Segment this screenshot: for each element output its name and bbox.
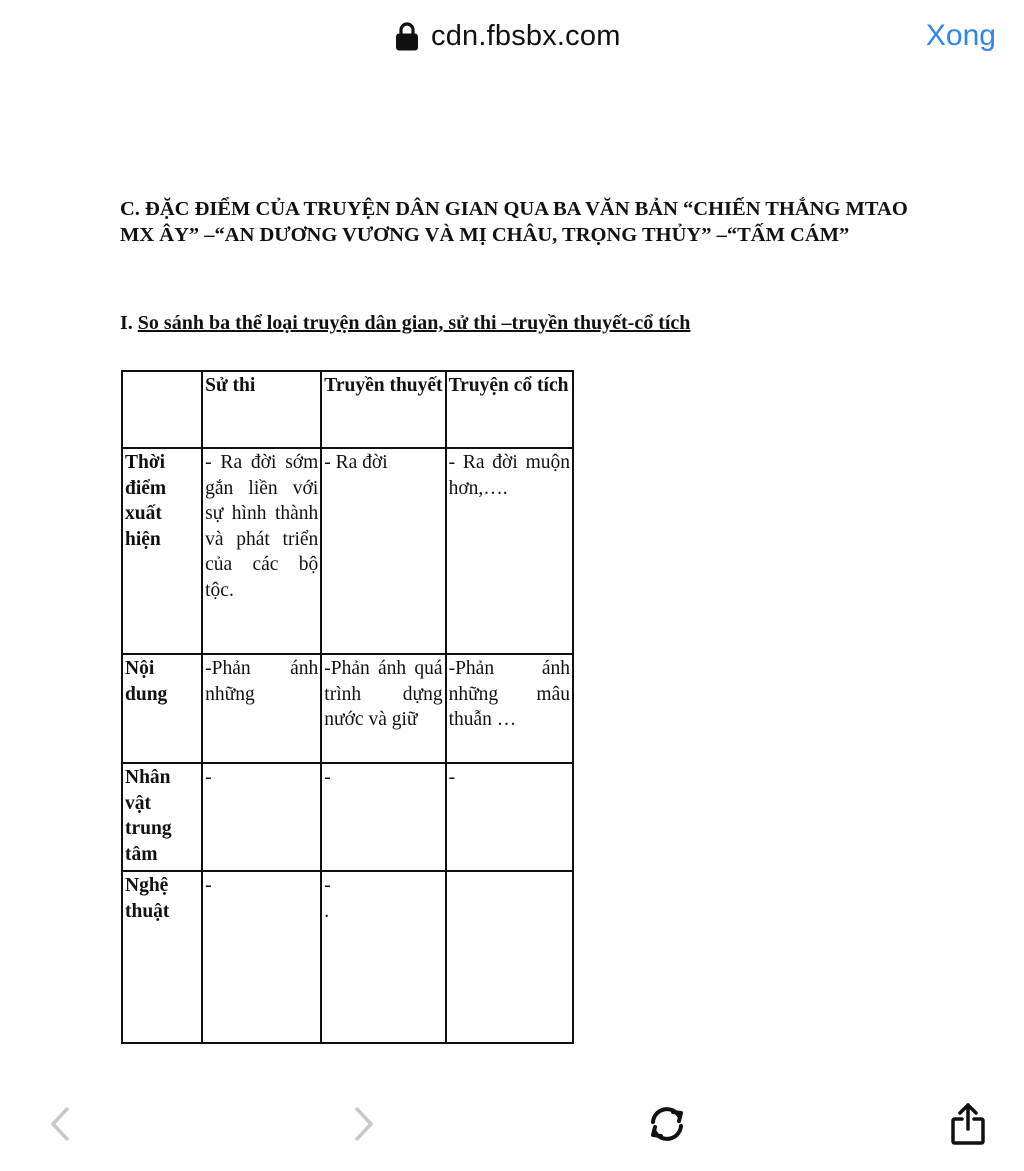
cell-dash: - xyxy=(324,875,331,896)
table-cell: - xyxy=(446,763,573,871)
comparison-table xyxy=(121,370,574,1044)
share-button[interactable] xyxy=(944,1100,992,1148)
row-label: Nhân vật trung tâm xyxy=(122,763,202,871)
table-cell: - xyxy=(202,871,321,1043)
reload-icon xyxy=(646,1103,688,1145)
bottom-toolbar xyxy=(0,1080,1024,1171)
table-cell: - xyxy=(321,763,445,871)
reload-button[interactable] xyxy=(643,1100,691,1148)
table-cell: - Ra đời muộn hơn,…. xyxy=(446,448,573,654)
table-cell xyxy=(446,871,573,1043)
header-cell-truyen-thuyet: Truyền thuyết xyxy=(321,371,445,448)
top-bar xyxy=(0,0,1024,80)
row-label: Nội dung xyxy=(122,654,202,763)
row-label: Thời điểm xuất hiện xyxy=(122,448,202,654)
table-cell: -Phản ánh quá trình dựng nước và giữ xyxy=(321,654,445,763)
done-button[interactable]: Xong xyxy=(925,19,996,52)
header-cell-empty xyxy=(122,371,202,448)
table-row xyxy=(122,448,573,654)
table-cell: -Phản ánh những mâu thuẫn … xyxy=(446,654,573,763)
section-title: So sánh ba thể loại truyện dân gian, sử thi –truyền thuyết-cổ tích xyxy=(137,312,691,334)
table-row xyxy=(122,871,573,1043)
table-row xyxy=(122,763,573,871)
url-bar[interactable] xyxy=(395,14,621,58)
lock-icon xyxy=(395,21,419,51)
table-cell xyxy=(321,871,445,1043)
table-cell: - Ra đời sớm gắn liền với sự hình thành và phát triển của các bộ tộc. xyxy=(202,448,321,654)
row-label: Nghệ thuật xyxy=(122,871,202,1043)
table-cell: - Ra đời xyxy=(321,448,445,654)
back-button[interactable] xyxy=(36,1100,84,1148)
document-heading: C. ĐẶC ĐIỂM CỦA TRUYỆN DÂN GIAN QUA BA VĂN BẢN “CHIẾN THẮNG MTAO MX ÂY” –“AN DƯƠNG VƯƠNG VÀ MỊ CHÂU, TRỌNG THỦY” –“TẤM CÁM” xyxy=(120,198,908,246)
header-cell-co-tich: Truyện cổ tích xyxy=(446,371,573,448)
table-header-row xyxy=(122,371,573,448)
cell-stray-mark: . xyxy=(324,900,330,922)
header-cell-su-thi: Sử thi xyxy=(202,371,321,448)
table-cell: -Phản ánh những xyxy=(202,654,321,763)
table-row xyxy=(122,654,573,763)
table-cell: - xyxy=(202,763,321,871)
document-page xyxy=(120,196,920,922)
chevron-right-icon xyxy=(353,1107,375,1141)
section-subheading xyxy=(120,310,690,336)
share-icon xyxy=(950,1102,986,1146)
section-number: I. xyxy=(120,312,138,334)
forward-button[interactable] xyxy=(340,1100,388,1148)
chevron-left-icon xyxy=(49,1107,71,1141)
url-text: cdn.fbsbx.com xyxy=(431,19,621,52)
